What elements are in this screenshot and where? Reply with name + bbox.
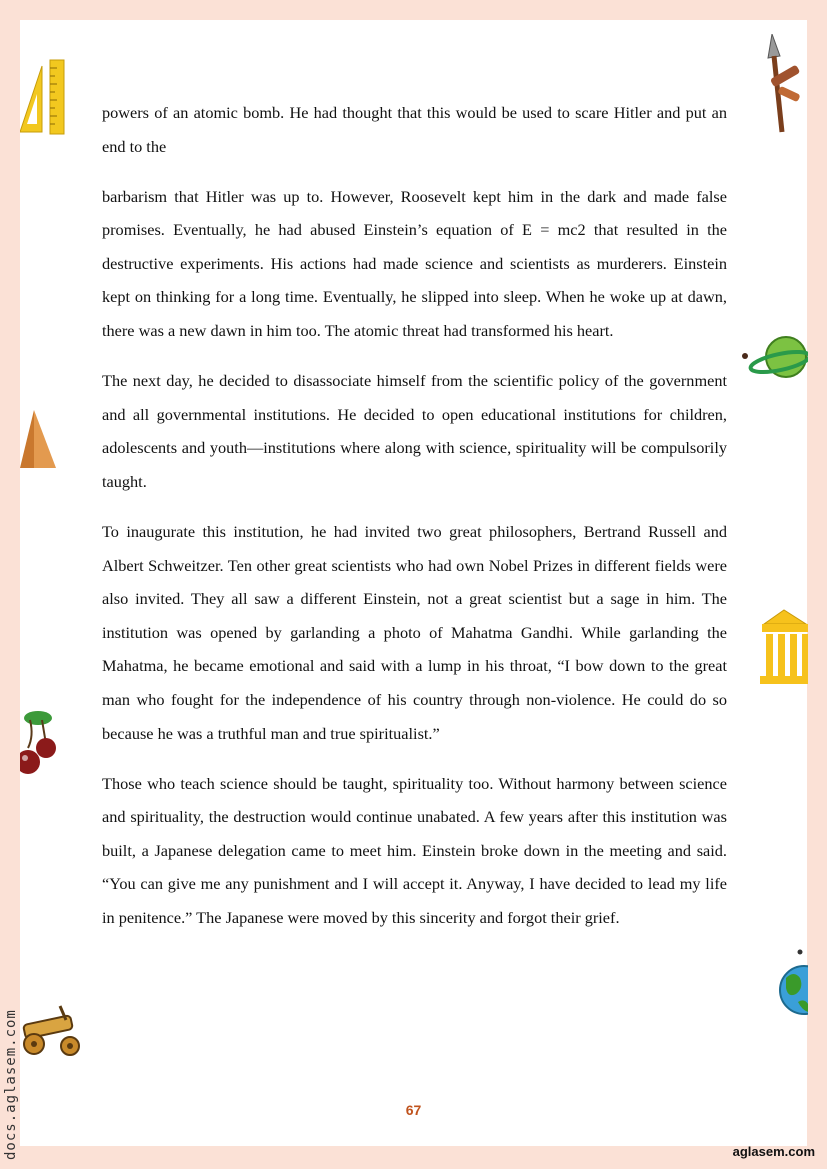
spear-icon bbox=[764, 34, 808, 134]
paragraph-1: powers of an atomic bomb. He had thought that this would be used to scare Hitler and put an end to the bbox=[102, 103, 727, 156]
document-body bbox=[102, 96, 727, 951]
page-number: 67 bbox=[405, 1102, 422, 1118]
paragraph-4: To inaugurate this institution, he had invited two great philosophers, Bertrand Russell and Albert Schweitzer. Ten other great scientists who had own Nobel Prizes in different fields were also invited. They all saw a different Einstein, not a great scientist but a sage in him. The institution was opened by garlanding a photo of Mahatma Gandhi. While garlanding the Mahatma, he became emotional and said with a lump in his throat, “I bow down to the great man who fought for the independence of his country through non-violence. He could do so because he was a truthful man and true spiritualist.” bbox=[102, 522, 727, 743]
ruler-icon bbox=[20, 58, 68, 136]
watermark: docs.aglasem.com bbox=[3, 1009, 19, 1160]
planet-icon bbox=[742, 332, 808, 382]
paragraph-2: barbarism that Hitler was up to. However, Roosevelt kept him in the dark and made false promises. Eventually, he had abused Einstein’s equation of E = mc2 that resulted in the destructive experiments. His actions had made science and scientists as murderers. Einstein kept on thinking for a long time. Eventually, he slipped into sleep. When he woke up at dawn, there was a new dawn in him too. The atomic threat had transformed his heart. bbox=[102, 186, 727, 341]
paragraph-5: Those who teach science should be taught, spirituality too. Without harmony between science and spirituality, the destruction would continue unabated. A few years after this institution was built, a Japanese delegation came to meet him. Einstein broke down in the meeting and said. “You can give me any punishment and I will accept it. Anyway, I have decided to lead my life in penitence.” The Japanese were moved by this sincerity and forgot their grief. bbox=[102, 773, 727, 928]
cherries-icon bbox=[20, 708, 58, 778]
greek-temple-icon bbox=[760, 608, 808, 686]
globe-icon bbox=[778, 948, 808, 1018]
cannon-icon bbox=[20, 1002, 84, 1058]
pyramid-icon bbox=[20, 410, 58, 470]
paragraph-3: The next day, he decided to disassociate himself from the scientific policy of the government and all governmental institutions. He decided to open educational institutions for children, adolescents and youth—institutions where along with science, spirituality will be compulsorily taught. bbox=[102, 371, 727, 491]
site-label: aglasem.com bbox=[732, 1144, 815, 1159]
